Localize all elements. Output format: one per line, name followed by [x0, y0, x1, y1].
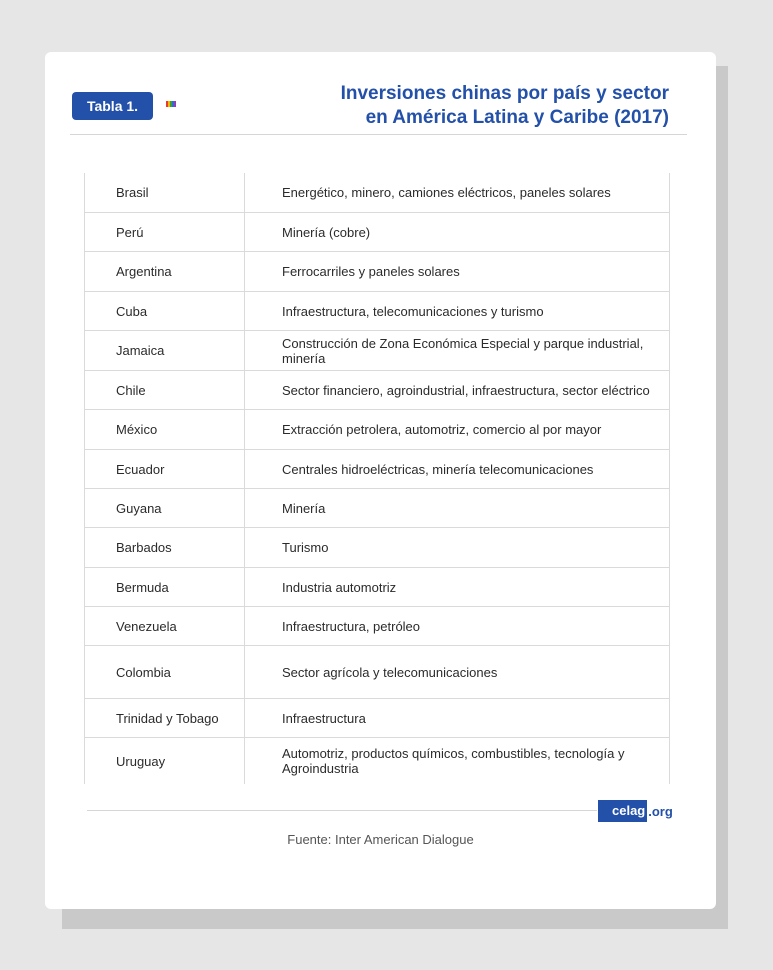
country-cell: Venezuela — [85, 607, 245, 645]
brand-main: celag — [598, 800, 647, 822]
title-divider — [70, 134, 687, 135]
country-cell: Uruguay — [85, 738, 245, 784]
sector-cell: Centrales hidroeléctricas, minería telecomunicaciones — [282, 461, 594, 477]
sector-cell: Minería (cobre) — [282, 224, 371, 240]
country-cell: México — [85, 410, 245, 449]
brand-suffix: .org — [648, 803, 673, 819]
table-row — [85, 331, 669, 371]
sector-cell: Turismo — [282, 540, 329, 555]
table-row — [85, 450, 669, 489]
table-row — [85, 738, 669, 784]
sector-cell: Industria automotriz — [282, 579, 397, 595]
table-row — [85, 292, 669, 331]
celag-logo — [598, 800, 673, 822]
table-row — [85, 646, 669, 699]
sector-cell: Infraestructura, telecomunicaciones y turismo — [282, 303, 544, 319]
country-cell: Argentina — [85, 252, 245, 291]
page-title — [269, 82, 669, 130]
sector-cell: Automotriz, productos químicos, combustibles, tecnología y Agroindustria — [282, 746, 625, 776]
rainbow-flag-icon — [166, 101, 176, 107]
country-cell: Perú — [85, 213, 245, 251]
sector-cell: Extracción petrolera, automotriz, comercio al por mayor — [282, 422, 602, 437]
table-row — [85, 410, 669, 450]
country-cell: Cuba — [85, 292, 245, 330]
country-cell: Jamaica — [85, 331, 245, 370]
table-row — [85, 213, 669, 252]
sector-cell: Infraestructura, petróleo — [282, 618, 421, 634]
table-row — [85, 607, 669, 646]
sector-cell: Construcción de Zona Económica Especial y parque industrial, minería — [282, 335, 644, 366]
sector-cell: Sector financiero, agroindustrial, infraestructura, sector eléctrico — [282, 382, 650, 398]
country-cell: Ecuador — [85, 450, 245, 488]
flag-stripe — [174, 101, 176, 107]
table-row — [85, 173, 669, 213]
sector-cell: Infraestructura — [282, 710, 366, 726]
sector-cell: Energético, minero, camiones eléctricos, paneles solares — [282, 185, 611, 200]
table-row — [85, 568, 669, 607]
table-row — [85, 699, 669, 738]
table-tag: Tabla 1. — [72, 92, 153, 120]
country-cell: Colombia — [85, 646, 245, 698]
country-cell: Trinidad y Tobago — [85, 699, 245, 737]
table-row — [85, 528, 669, 568]
country-cell: Chile — [85, 371, 245, 409]
title-line-1: Inversiones chinas por país y sector — [340, 83, 669, 104]
table-row — [85, 252, 669, 292]
country-cell: Barbados — [85, 528, 245, 567]
country-cell: Bermuda — [85, 568, 245, 606]
table-row — [85, 371, 669, 410]
table-row — [85, 489, 669, 528]
country-cell: Brasil — [85, 173, 245, 212]
title-line-2: en América Latina y Caribe (2017) — [365, 107, 669, 128]
table-card — [45, 52, 716, 909]
sector-cell: Ferrocarriles y paneles solares — [282, 264, 460, 279]
sector-cell: Sector agrícola y telecomunicaciones — [282, 664, 498, 680]
footer-divider — [87, 810, 597, 811]
country-cell: Guyana — [85, 489, 245, 527]
source-note: Fuente: Inter American Dialogue — [287, 832, 474, 847]
sector-cell: Minería — [282, 500, 326, 516]
investment-table — [84, 173, 670, 784]
